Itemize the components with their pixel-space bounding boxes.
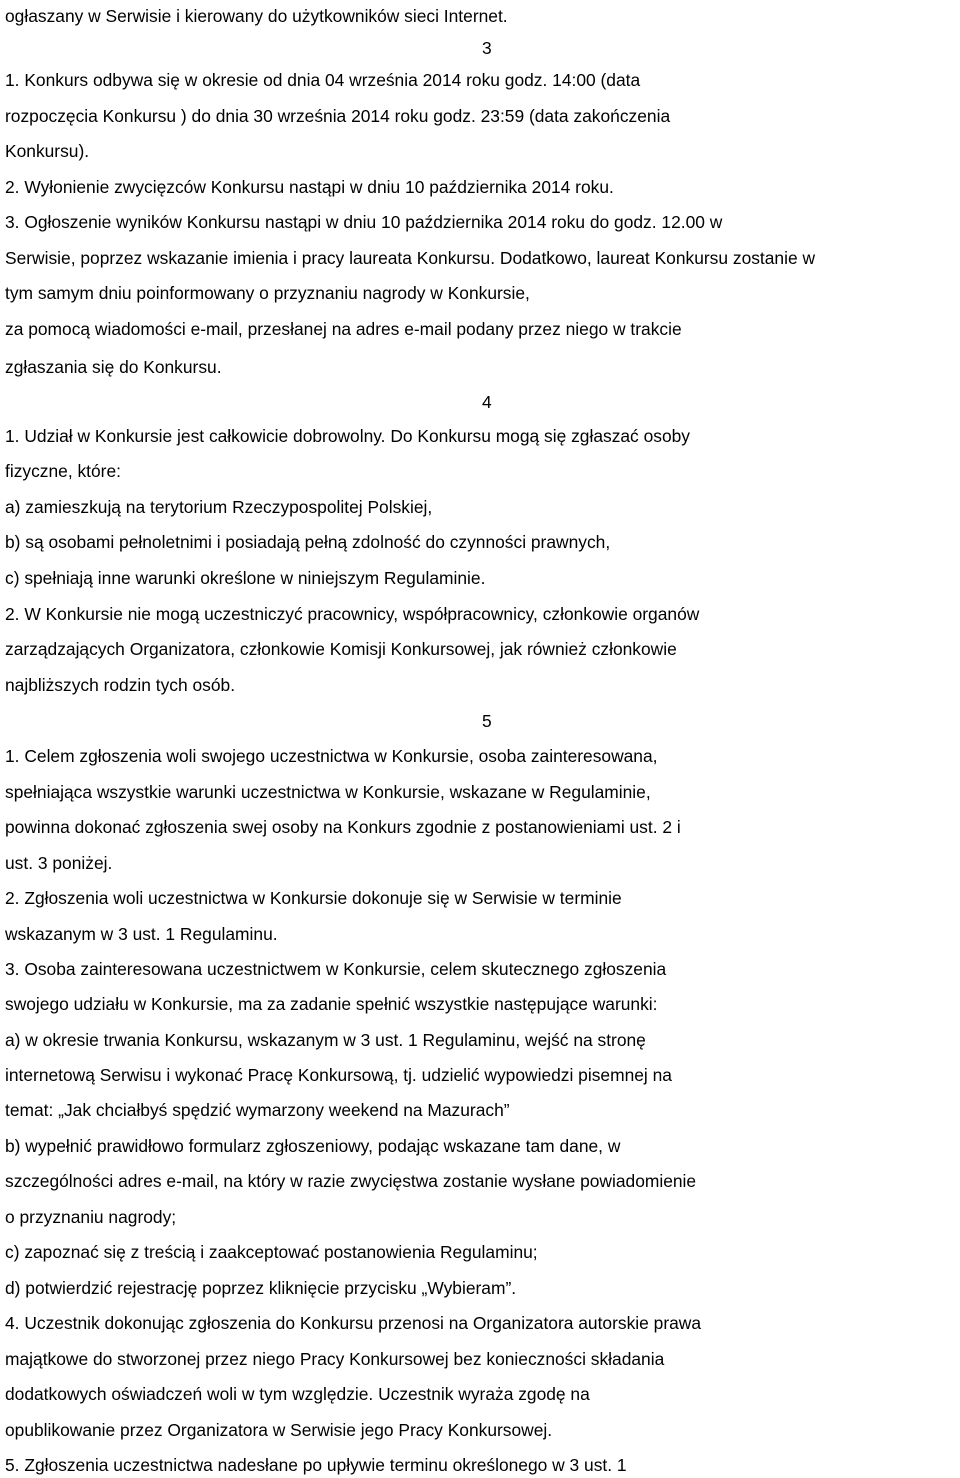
text-line: 1. Celem zgłoszenia woli swojego uczestnictwa w Konkursie, osoba zainteresowana, [5, 746, 658, 766]
text-line: zgłaszania się do Konkursu. [5, 357, 222, 377]
text-line: o przyznaniu nagrody; [5, 1207, 177, 1227]
text-line: za pomocą wiadomości e-mail, przesłanej na adres e-mail podany przez niego w trakcie [5, 319, 682, 339]
text-line: 2. Wyłonienie zwycięzców Konkursu nastąpi w dniu 10 października 2014 roku. [5, 177, 614, 197]
text-line: majątkowe do stworzonej przez niego Pracy Konkursowej bez konieczności składania [5, 1349, 665, 1369]
text-line: 1. Udział w Konkursie jest całkowicie dobrowolny. Do Konkursu mogą się zgłaszać osoby [5, 426, 690, 446]
text-line: c) zapoznać się z treścią i zaakceptować postanowienia Regulaminu; [5, 1242, 538, 1262]
section-heading: 3 [482, 38, 492, 58]
text-line: najbliższych rodzin tych osób. [5, 675, 236, 695]
text-line: 3. Ogłoszenie wyników Konkursu nastąpi w dniu 10 października 2014 roku do godz. 12.00 w [5, 212, 723, 232]
section-heading: 5 [482, 711, 492, 731]
text-line: opublikowanie przez Organizatora w Serwisie jego Pracy Konkursowej. [5, 1420, 553, 1440]
text-line: 4. Uczestnik dokonując zgłoszenia do Konkursu przenosi na Organizatora autorskie prawa [5, 1313, 702, 1333]
text-line: swojego udziału w Konkursie, ma za zadanie spełnić wszystkie następujące warunki: [5, 994, 658, 1014]
text-line: fizyczne, które: [5, 461, 121, 481]
text-line: temat: „Jak chciałbyś spędzić wymarzony weekend na Mazurach” [5, 1100, 510, 1120]
text-line: ust. 3 poniżej. [5, 853, 113, 873]
text-line: spełniająca wszystkie warunki uczestnictwa w Konkursie, wskazane w Regulaminie, [5, 782, 651, 802]
text-line: szczególności adres e-mail, na który w razie zwycięstwa zostanie wysłane powiadomienie [5, 1171, 697, 1191]
text-line: zarządzających Organizatora, członkowie Komisji Konkursowej, jak również członkowie [5, 639, 677, 659]
text-line: b) są osobami pełnoletnimi i posiadają pełną zdolność do czynności prawnych, [5, 532, 611, 552]
text-line: 5. Zgłoszenia uczestnictwa nadesłane po upływie terminu określonego w 3 ust. 1 [5, 1455, 627, 1475]
text-line: Serwisie, poprzez wskazanie imienia i pracy laureata Konkursu. Dodatkowo, laureat Konkursu zostanie w [5, 248, 816, 268]
text-line: 3. Osoba zainteresowana uczestnictwem w Konkursie, celem skutecznego zgłoszenia [5, 959, 667, 979]
text-line: ogłaszany w Serwisie i kierowany do użytkowników sieci Internet. [5, 6, 508, 26]
text-line: 1. Konkurs odbywa się w okresie od dnia 04 września 2014 roku godz. 14:00 (data [5, 70, 641, 90]
text-line: Konkursu). [5, 141, 90, 161]
text-line: a) w okresie trwania Konkursu, wskazanym w 3 ust. 1 Regulaminu, wejść na stronę [5, 1030, 646, 1050]
text-line: b) wypełnić prawidłowo formularz zgłoszeniowy, podając wskazane tam dane, w [5, 1136, 621, 1156]
text-line: rozpoczęcia Konkursu ) do dnia 30 września 2014 roku godz. 23:59 (data zakończenia [5, 106, 671, 126]
text-line: a) zamieszkują na terytorium Rzeczypospolitej Polskiej, [5, 497, 433, 517]
text-line: powinna dokonać zgłoszenia swej osoby na Konkurs zgodnie z postanowieniami ust. 2 i [5, 817, 681, 837]
text-line: dodatkowych oświadczeń woli w tym względzie. Uczestnik wyraża zgodę na [5, 1384, 590, 1404]
text-line: d) potwierdzić rejestrację poprzez kliknięcie przycisku „Wybieram”. [5, 1278, 517, 1298]
text-line: 2. Zgłoszenia woli uczestnictwa w Konkursie dokonuje się w Serwisie w terminie [5, 888, 622, 908]
text-line: internetową Serwisu i wykonać Pracę Konkursową, tj. udzielić wypowiedzi pisemnej na [5, 1065, 672, 1085]
text-line: tym samym dniu poinformowany o przyznaniu nagrody w Konkursie, [5, 283, 530, 303]
text-line: 2. W Konkursie nie mogą uczestniczyć pracownicy, współpracownicy, członkowie organów [5, 604, 700, 624]
text-line: wskazanym w 3 ust. 1 Regulaminu. [5, 924, 278, 944]
section-heading: 4 [482, 392, 492, 412]
text-line: c) spełniają inne warunki określone w niniejszym Regulaminie. [5, 568, 486, 588]
